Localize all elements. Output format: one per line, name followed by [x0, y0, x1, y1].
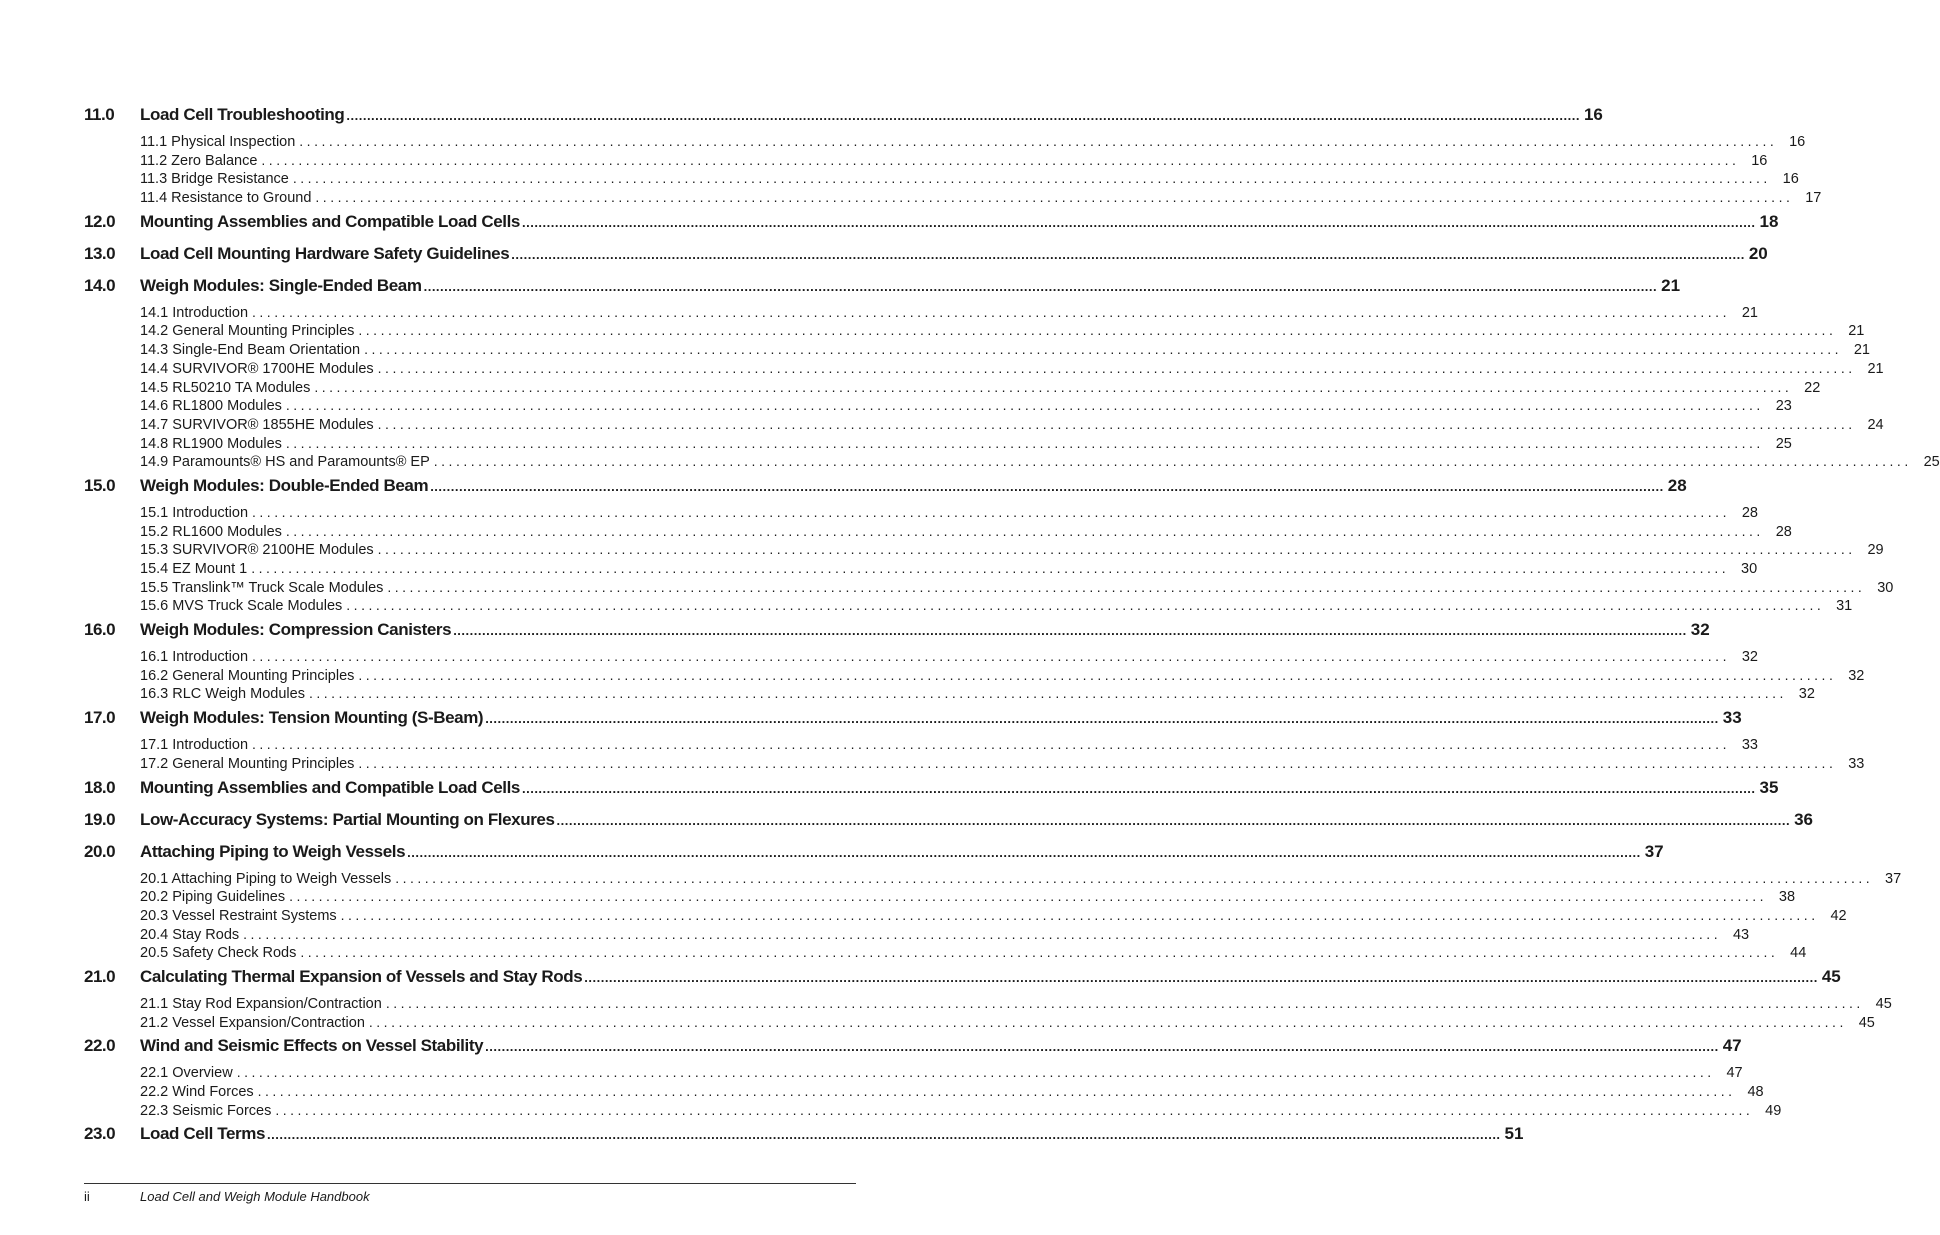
dot-leader: ........................................................................................................................................................................................................: [289, 888, 1768, 905]
toc-subsection[interactable]: [140, 170, 1799, 189]
subsection-list: [84, 133, 1822, 208]
toc-subsection[interactable]: [140, 888, 1796, 907]
dot-leader: ........................................................................................................................................................................................................: [257, 1083, 1736, 1099]
section-page-number: 33: [1722, 708, 1742, 728]
toc-section[interactable]: [84, 809, 1814, 838]
toc-section[interactable]: [84, 620, 1710, 648]
dot-leader: ........................................................................................................................................................................................................: [385, 994, 1864, 1011]
subsection-title: 11.1 Physical Inspection: [140, 134, 296, 150]
section-number: 23.0: [84, 1124, 116, 1144]
toc-subsection[interactable]: [140, 503, 1758, 523]
subsection-page-number: 24: [1867, 416, 1884, 433]
toc-subsection[interactable]: [140, 434, 1792, 454]
subsection-page-number: 25: [1923, 454, 1940, 471]
toc-subsection[interactable]: [140, 994, 1892, 1014]
subsection-page-number: 16: [1782, 171, 1799, 188]
dot-leader: ........................................................................................................................................................................................................: [387, 578, 1866, 595]
subsection-title: 14.2 General Mounting Principles: [140, 323, 355, 340]
subsection-title: 15.1 Introduction: [140, 504, 249, 521]
toc-section[interactable]: [84, 1036, 1742, 1064]
dot-leader: ........................................................................................................................................................................................................: [340, 906, 1819, 923]
dot-leader: ........................................................................................................................................................................................................: [395, 869, 1874, 886]
toc-subsection[interactable]: [140, 906, 1847, 926]
section-page-number: 20: [1748, 243, 1768, 263]
dot-leader: ........................................................................................................................................................................................................: [314, 378, 1793, 395]
subsection-title: 20.5 Safety Check Rods: [140, 945, 297, 962]
toc-subsection[interactable]: [140, 560, 1758, 579]
subsection-page-number: 28: [1741, 504, 1758, 521]
subsection-page-number: 37: [1885, 870, 1902, 887]
subsection-title: 14.6 RL1800 Modules: [140, 398, 282, 415]
toc-section[interactable]: [84, 211, 1779, 240]
subsection-page-number: 28: [1775, 523, 1792, 540]
subsection-title: 21.2 Vessel Expansion/Contraction: [140, 1014, 365, 1031]
section-title: Mounting Assemblies and Compatible Load Cells: [140, 777, 520, 797]
section-number: 18.0: [84, 777, 116, 797]
subsection-title: 14.8 RL1900 Modules: [140, 435, 282, 452]
subsection-title: 21.1 Stay Rod Expansion/Contraction: [140, 995, 382, 1012]
subsection-page-number: 21: [1853, 342, 1870, 359]
dot-leader: ........................................................................................................................................................................................................: [285, 434, 1764, 451]
subsection-page-number: 21: [1867, 360, 1884, 377]
dot-leader: ........................................................................................................................................................................................................: [358, 666, 1837, 683]
toc-subsection[interactable]: [140, 359, 1884, 379]
subsection-page-number: 29: [1867, 542, 1884, 559]
section-title: Weigh Modules: Double-Ended Beam: [140, 475, 429, 495]
subsection-title: 14.5 RL50210 TA Modules: [140, 379, 311, 396]
toc-subsection[interactable]: [140, 189, 1822, 208]
dot-leader: ............................................................................................................................................................................................................................................................................................................: [346, 108, 1580, 123]
subsection-page-number: 49: [1765, 1102, 1782, 1119]
subsection-page-number: 43: [1732, 926, 1750, 943]
dot-leader: ........................................................................................................................................................................................................: [243, 925, 1722, 942]
subsection-page-number: 25: [1775, 435, 1792, 452]
toc-subsection[interactable]: [140, 1013, 1875, 1033]
section-page-number: 35: [1759, 777, 1779, 797]
section-page-number: 37: [1644, 841, 1664, 861]
dot-leader: ............................................................................................................................................................................................................................................................................................................: [556, 812, 1791, 828]
dot-leader: ............................................................................................................................................................................................................................................................................................................: [407, 844, 1641, 860]
section-number: 11.0: [84, 105, 115, 124]
dot-leader: ............................................................................................................................................................................................................................................................................................................: [511, 246, 1745, 262]
subsection-title: 14.3 Single-End Beam Orientation: [140, 342, 361, 359]
dot-leader: ........................................................................................................................................................................................................: [252, 503, 1730, 520]
footer-book-title: Load Cell and Weigh Module Handbook: [140, 1189, 370, 1204]
toc-section[interactable]: [84, 1124, 1524, 1152]
section-number: 21.0: [84, 966, 116, 986]
subsection-page-number: 33: [1848, 755, 1865, 772]
toc-subsection[interactable]: [140, 666, 1865, 686]
dot-leader: ........................................................................................................................................................................................................: [377, 415, 1856, 432]
section-page-number: 21: [1661, 275, 1681, 295]
toc-subsection[interactable]: [140, 303, 1758, 323]
subsection-title: 20.4 Stay Rods: [140, 926, 240, 943]
dot-leader: ........................................................................................................................................................................................................: [315, 189, 1794, 206]
subsection-list: [84, 303, 1940, 472]
toc-subsection[interactable]: [140, 685, 1815, 704]
subsection-title: 14.9 Paramounts® HS and Paramounts® EP: [140, 454, 430, 471]
section-number: 19.0: [84, 809, 116, 829]
section-title: Attaching Piping to Weigh Vessels: [140, 841, 406, 861]
toc-subsection[interactable]: [140, 578, 1894, 598]
toc-section[interactable]: [84, 243, 1768, 272]
section-number: 17.0: [84, 708, 116, 728]
dot-leader: ........................................................................................................................................................................................................: [377, 359, 1856, 376]
dot-leader: ........................................................................................................................................................................................................: [358, 322, 1837, 339]
subsection-page-number: 30: [1741, 561, 1758, 577]
subsection-list: [84, 503, 1894, 616]
subsection-title: 22.1 Overview: [140, 1065, 233, 1082]
toc-subsection[interactable]: [140, 1064, 1743, 1083]
dot-leader: ........................................................................................................................................................................................................: [285, 522, 1764, 539]
toc-subsection[interactable]: [140, 869, 1902, 889]
section-number: 15.0: [84, 475, 116, 495]
subsection-page-number: 21: [1741, 304, 1758, 321]
toc-subsection[interactable]: [140, 397, 1792, 416]
toc-section[interactable]: [84, 777, 1779, 806]
toc-subsection[interactable]: [140, 1101, 1782, 1121]
subsection-page-number: 23: [1775, 398, 1792, 415]
dot-leader: ............................................................................................................................................................................................................................................................................................................: [521, 214, 1756, 230]
footer-page-number: ii: [84, 1189, 90, 1204]
subsection-title: 15.2 RL1600 Modules: [140, 523, 282, 540]
dot-leader: ........................................................................................................................................................................................................: [285, 397, 1764, 414]
toc-subsection[interactable]: [140, 754, 1865, 774]
section-page-number: 51: [1504, 1124, 1524, 1144]
section-title: Wind and Seismic Effects on Vessel Stability: [140, 1036, 484, 1056]
dot-leader: ........................................................................................................................................................................................................: [252, 648, 1730, 665]
toc-subsection[interactable]: [140, 453, 1940, 472]
section-number: 14.0: [84, 275, 116, 295]
subsection-list: [84, 736, 1865, 773]
toc-subsection[interactable]: [140, 133, 1806, 152]
section-number: 12.0: [84, 211, 116, 231]
dot-leader: ........................................................................................................................................................................................................: [368, 1013, 1847, 1030]
section-title: Weigh Modules: Single-Ended Beam: [140, 275, 422, 295]
toc-section[interactable]: [84, 966, 1841, 995]
toc-subsection[interactable]: [140, 736, 1758, 755]
subsection-page-number: 22: [1804, 379, 1821, 396]
dot-leader: ............................................................................................................................................................................................................................................................................................................: [423, 278, 1658, 294]
dot-leader: ............................................................................................................................................................................................................................................................................................................: [485, 1039, 1719, 1055]
subsection-title: 11.2 Zero Balance: [140, 152, 258, 169]
toc-section[interactable]: [84, 841, 1664, 870]
section-title: Calculating Thermal Expansion of Vessels and Stay Rods: [140, 966, 583, 986]
subsection-title: 17.2 General Mounting Principles: [140, 755, 355, 772]
dot-leader: ........................................................................................................................................................................................................: [308, 685, 1787, 702]
section-title: Mounting Assemblies and Compatible Load Cells: [140, 211, 520, 231]
dot-leader: ............................................................................................................................................................................................................................................................................................................: [584, 969, 1818, 985]
subsection-title: 14.4 SURVIVOR® 1700HE Modules: [140, 360, 374, 377]
dot-leader: ........................................................................................................................................................................................................: [364, 341, 1842, 358]
dot-leader: ........................................................................................................................................................................................................: [346, 597, 1825, 614]
dot-leader: ............................................................................................................................................................................................................................................................................................................: [521, 780, 1756, 796]
section-number: 16.0: [84, 620, 116, 640]
subsection-title: 16.1 Introduction: [140, 649, 249, 666]
subsection-page-number: 30: [1877, 579, 1894, 596]
subsection-title: 20.2 Piping Guidelines: [140, 889, 286, 906]
toc-subsection[interactable]: [140, 522, 1792, 542]
toc-subsection[interactable]: [140, 378, 1821, 398]
dot-leader: ........................................................................................................................................................................................................: [377, 541, 1856, 558]
dot-leader: ........................................................................................................................................................................................................: [252, 736, 1730, 753]
subsection-title: 11.3 Bridge Resistance: [140, 171, 289, 188]
dot-leader: ............................................................................................................................................................................................................................................................................................................: [453, 623, 1687, 639]
subsection-title: 17.1 Introduction: [140, 737, 249, 754]
toc-section[interactable]: [84, 475, 1687, 504]
subsection-title: 15.4 EZ Mount 1: [140, 561, 248, 577]
subsection-page-number: 31: [1836, 598, 1853, 615]
toc-subsection[interactable]: [140, 322, 1865, 341]
section-number: 13.0: [84, 243, 116, 263]
subsection-list: [84, 869, 1902, 963]
subsection-page-number: 32: [1798, 686, 1815, 703]
toc-subsection[interactable]: [140, 415, 1884, 435]
subsection-page-number: 38: [1778, 889, 1796, 906]
dot-leader: ........................................................................................................................................................................................................: [299, 133, 1778, 149]
subsection-page-number: 45: [1858, 1014, 1875, 1031]
subsection-title: 16.3 RLC Weigh Modules: [140, 686, 305, 703]
dot-leader: ............................................................................................................................................................................................................................................................................................................: [267, 1127, 1501, 1143]
section-title: Load Cell Troubleshooting: [140, 105, 345, 124]
toc-section[interactable]: [84, 275, 1681, 304]
section-number: 22.0: [84, 1036, 116, 1056]
section-page-number: 36: [1794, 809, 1814, 829]
section-page-number: 47: [1722, 1036, 1742, 1056]
section-page-number: 28: [1667, 475, 1687, 495]
toc-section[interactable]: [84, 708, 1742, 736]
dot-leader: ........................................................................................................................................................................................................: [300, 944, 1779, 961]
dot-leader: ........................................................................................................................................................................................................: [236, 1064, 1715, 1081]
subsection-title: 14.1 Introduction: [140, 304, 249, 321]
toc-subsection[interactable]: [140, 944, 1807, 963]
table-of-contents: [84, 105, 1940, 1152]
dot-leader: ........................................................................................................................................................................................................: [252, 303, 1730, 320]
subsection-title: 22.2 Wind Forces: [140, 1084, 254, 1100]
toc-subsection[interactable]: [140, 597, 1853, 616]
subsection-page-number: 33: [1741, 737, 1758, 754]
subsection-title: 16.2 General Mounting Principles: [140, 667, 355, 684]
subsection-page-number: 32: [1848, 667, 1865, 684]
subsection-title: 15.3 SURVIVOR® 2100HE Modules: [140, 542, 374, 559]
toc-section[interactable]: [84, 105, 1603, 133]
dot-leader: ............................................................................................................................................................................................................................................................................................................: [430, 478, 1664, 494]
section-page-number: 18: [1759, 211, 1779, 231]
section-title: Load Cell Terms: [140, 1124, 265, 1144]
subsection-page-number: 32: [1741, 649, 1758, 666]
section-title: Weigh Modules: Compression Canisters: [140, 620, 452, 640]
toc-subsection[interactable]: [140, 341, 1870, 360]
subsection-page-number: 21: [1848, 323, 1865, 340]
section-title: Low-Accuracy Systems: Partial Mounting on Flexures: [140, 809, 555, 829]
section-page-number: 16: [1583, 105, 1603, 124]
subsection-list: [84, 994, 1892, 1032]
subsection-page-number: 45: [1875, 995, 1892, 1012]
subsection-title: 20.3 Vessel Restraint Systems: [140, 907, 337, 924]
section-title: Load Cell Mounting Hardware Safety Guidelines: [140, 243, 510, 263]
subsection-title: 11.4 Resistance to Ground: [140, 190, 312, 207]
toc-subsection[interactable]: [140, 151, 1768, 171]
dot-leader: ........................................................................................................................................................................................................: [275, 1101, 1754, 1118]
dot-leader: ........................................................................................................................................................................................................: [261, 151, 1740, 168]
toc-subsection[interactable]: [140, 1083, 1764, 1102]
subsection-page-number: 16: [1751, 152, 1768, 169]
section-page-number: 45: [1821, 966, 1841, 986]
section-title: Weigh Modules: Tension Mounting (S-Beam): [140, 708, 484, 728]
subsection-page-number: 17: [1805, 190, 1822, 207]
toc-subsection[interactable]: [140, 541, 1884, 560]
subsection-title: 22.3 Seismic Forces: [140, 1102, 272, 1119]
section-page-number: 32: [1690, 620, 1710, 640]
subsection-list: [84, 1064, 1782, 1120]
subsection-title: 14.7 SURVIVOR® 1855HE Modules: [140, 416, 374, 433]
dot-leader: ........................................................................................................................................................................................................: [251, 560, 1730, 576]
dot-leader: ........................................................................................................................................................................................................: [358, 754, 1837, 771]
subsection-title: 20.1 Attaching Piping to Weigh Vessels: [140, 870, 392, 887]
dot-leader: ........................................................................................................................................................................................................: [433, 453, 1912, 470]
dot-leader: ........................................................................................................................................................................................................: [292, 170, 1771, 187]
subsection-page-number: 47: [1726, 1065, 1743, 1082]
subsection-title: 15.6 MVS Truck Scale Modules: [140, 598, 343, 615]
subsection-page-number: 16: [1789, 134, 1806, 150]
footer-rule: [84, 1183, 856, 1184]
subsection-title: 15.5 Translink™ Truck Scale Modules: [140, 579, 384, 596]
subsection-page-number: 48: [1747, 1084, 1764, 1100]
subsection-page-number: 42: [1830, 907, 1847, 924]
toc-subsection[interactable]: [140, 925, 1750, 945]
toc-subsection[interactable]: [140, 648, 1758, 667]
section-number: 20.0: [84, 841, 116, 861]
dot-leader: ............................................................................................................................................................................................................................................................................................................: [485, 711, 1719, 727]
subsection-page-number: 44: [1790, 945, 1807, 962]
subsection-list: [84, 648, 1865, 704]
